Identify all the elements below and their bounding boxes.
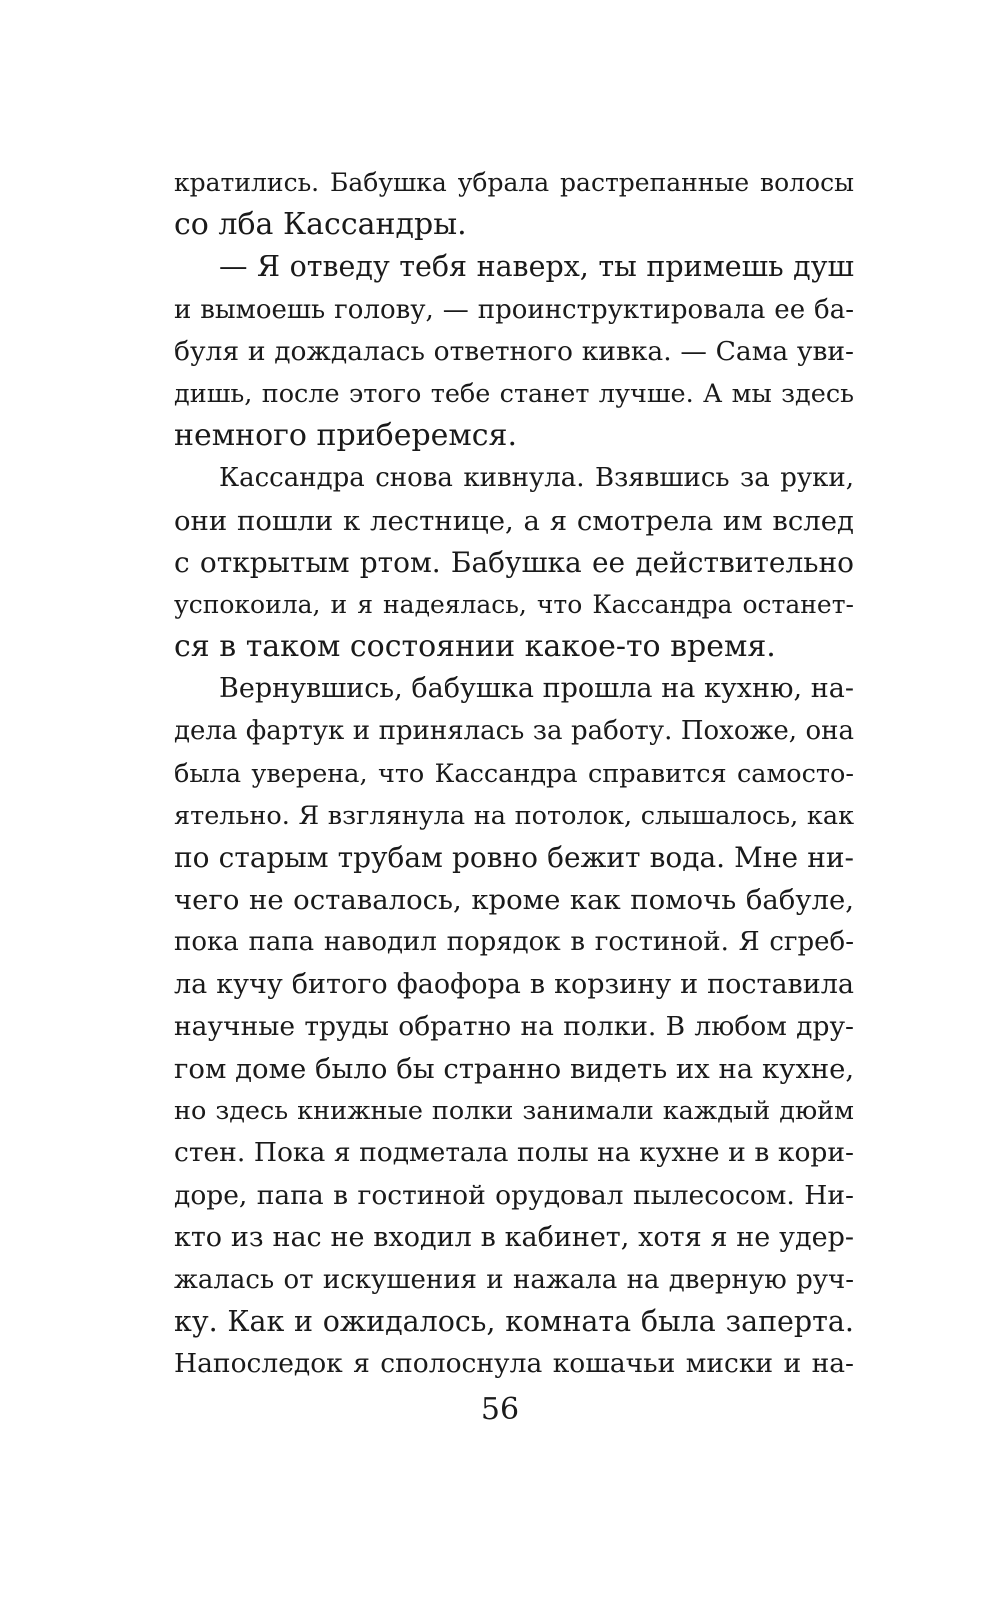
text-line: ятельно. Я взглянула на потолок, слышалось, как: [174, 800, 854, 831]
text-line: со лба Кассандры.: [174, 207, 467, 243]
text-line: по старым трубам ровно бежит вода. Мне ни-: [174, 841, 854, 874]
text-line: чего не оставалось, кроме как помочь бабуле,: [174, 884, 854, 917]
text-line: стен. Пока я подметала полы на кухне и в кори-: [174, 1137, 854, 1169]
text-line: ла кучу битого фаофора в корзину и поставила: [174, 968, 854, 1000]
text-line: Кассандра снова кивнула. Взявшись за руки,: [219, 463, 854, 494]
text-line: гом доме было бы странно видеть их на кухне,: [174, 1052, 855, 1085]
text-line: ся в таком состоянии какое-то время.: [174, 629, 776, 665]
text-line: научные труды обратно на полки. В любом дру-: [174, 1010, 854, 1042]
text-line: дишь, после этого тебе станет лучше. А мы здесь: [174, 378, 854, 409]
text-line: но здесь книжные полки занимали каждый дюйм: [174, 1096, 854, 1127]
text-line: успокоила, и я надеялась, что Кассандра останет-: [174, 589, 854, 619]
text-line: Вернувшись, бабушка прошла на кухню, на-: [219, 673, 854, 705]
text-line: немного приберемся.: [174, 418, 518, 454]
text-line: кто из нас не входил в кабинет, хотя я не удер-: [174, 1221, 854, 1253]
text-line: буля и дождалась ответного кивка. — Сама уви-: [174, 335, 854, 367]
text-line: жалась от искушения и нажала на дверную руч-: [174, 1264, 854, 1295]
text-line: с открытым ртом. Бабушка ее действительно: [174, 545, 854, 579]
text-line: пока папа наводил порядок в гостиной. Я сгреб-: [174, 927, 854, 958]
text-line: дела фартук и принялась за работу. Похоже, она: [174, 716, 854, 747]
text-line: была уверена, что Кассандра справится самосто-: [174, 758, 854, 789]
text-line: Напоследок я сполоснула кошачьи миски и на-: [174, 1348, 854, 1380]
text-line: и вымоешь голову, — проинструктировала ее ба-: [174, 294, 854, 325]
text-line: они пошли к лестнице, а я смотрела им вслед: [174, 504, 854, 537]
text-line: доре, папа в гостиной орудовал пылесосом. Ни-: [174, 1179, 854, 1211]
body-text: [174, 162, 854, 1385]
text-line: — Я отведу тебя наверх, ты примешь душ: [219, 250, 854, 284]
page-number: 56: [480, 1392, 520, 1427]
text-line: ку. Как и ожидалось, комната была заперта.: [174, 1305, 854, 1339]
text-line: кратились. Бабушка убрала растрепанные волосы: [174, 168, 854, 197]
